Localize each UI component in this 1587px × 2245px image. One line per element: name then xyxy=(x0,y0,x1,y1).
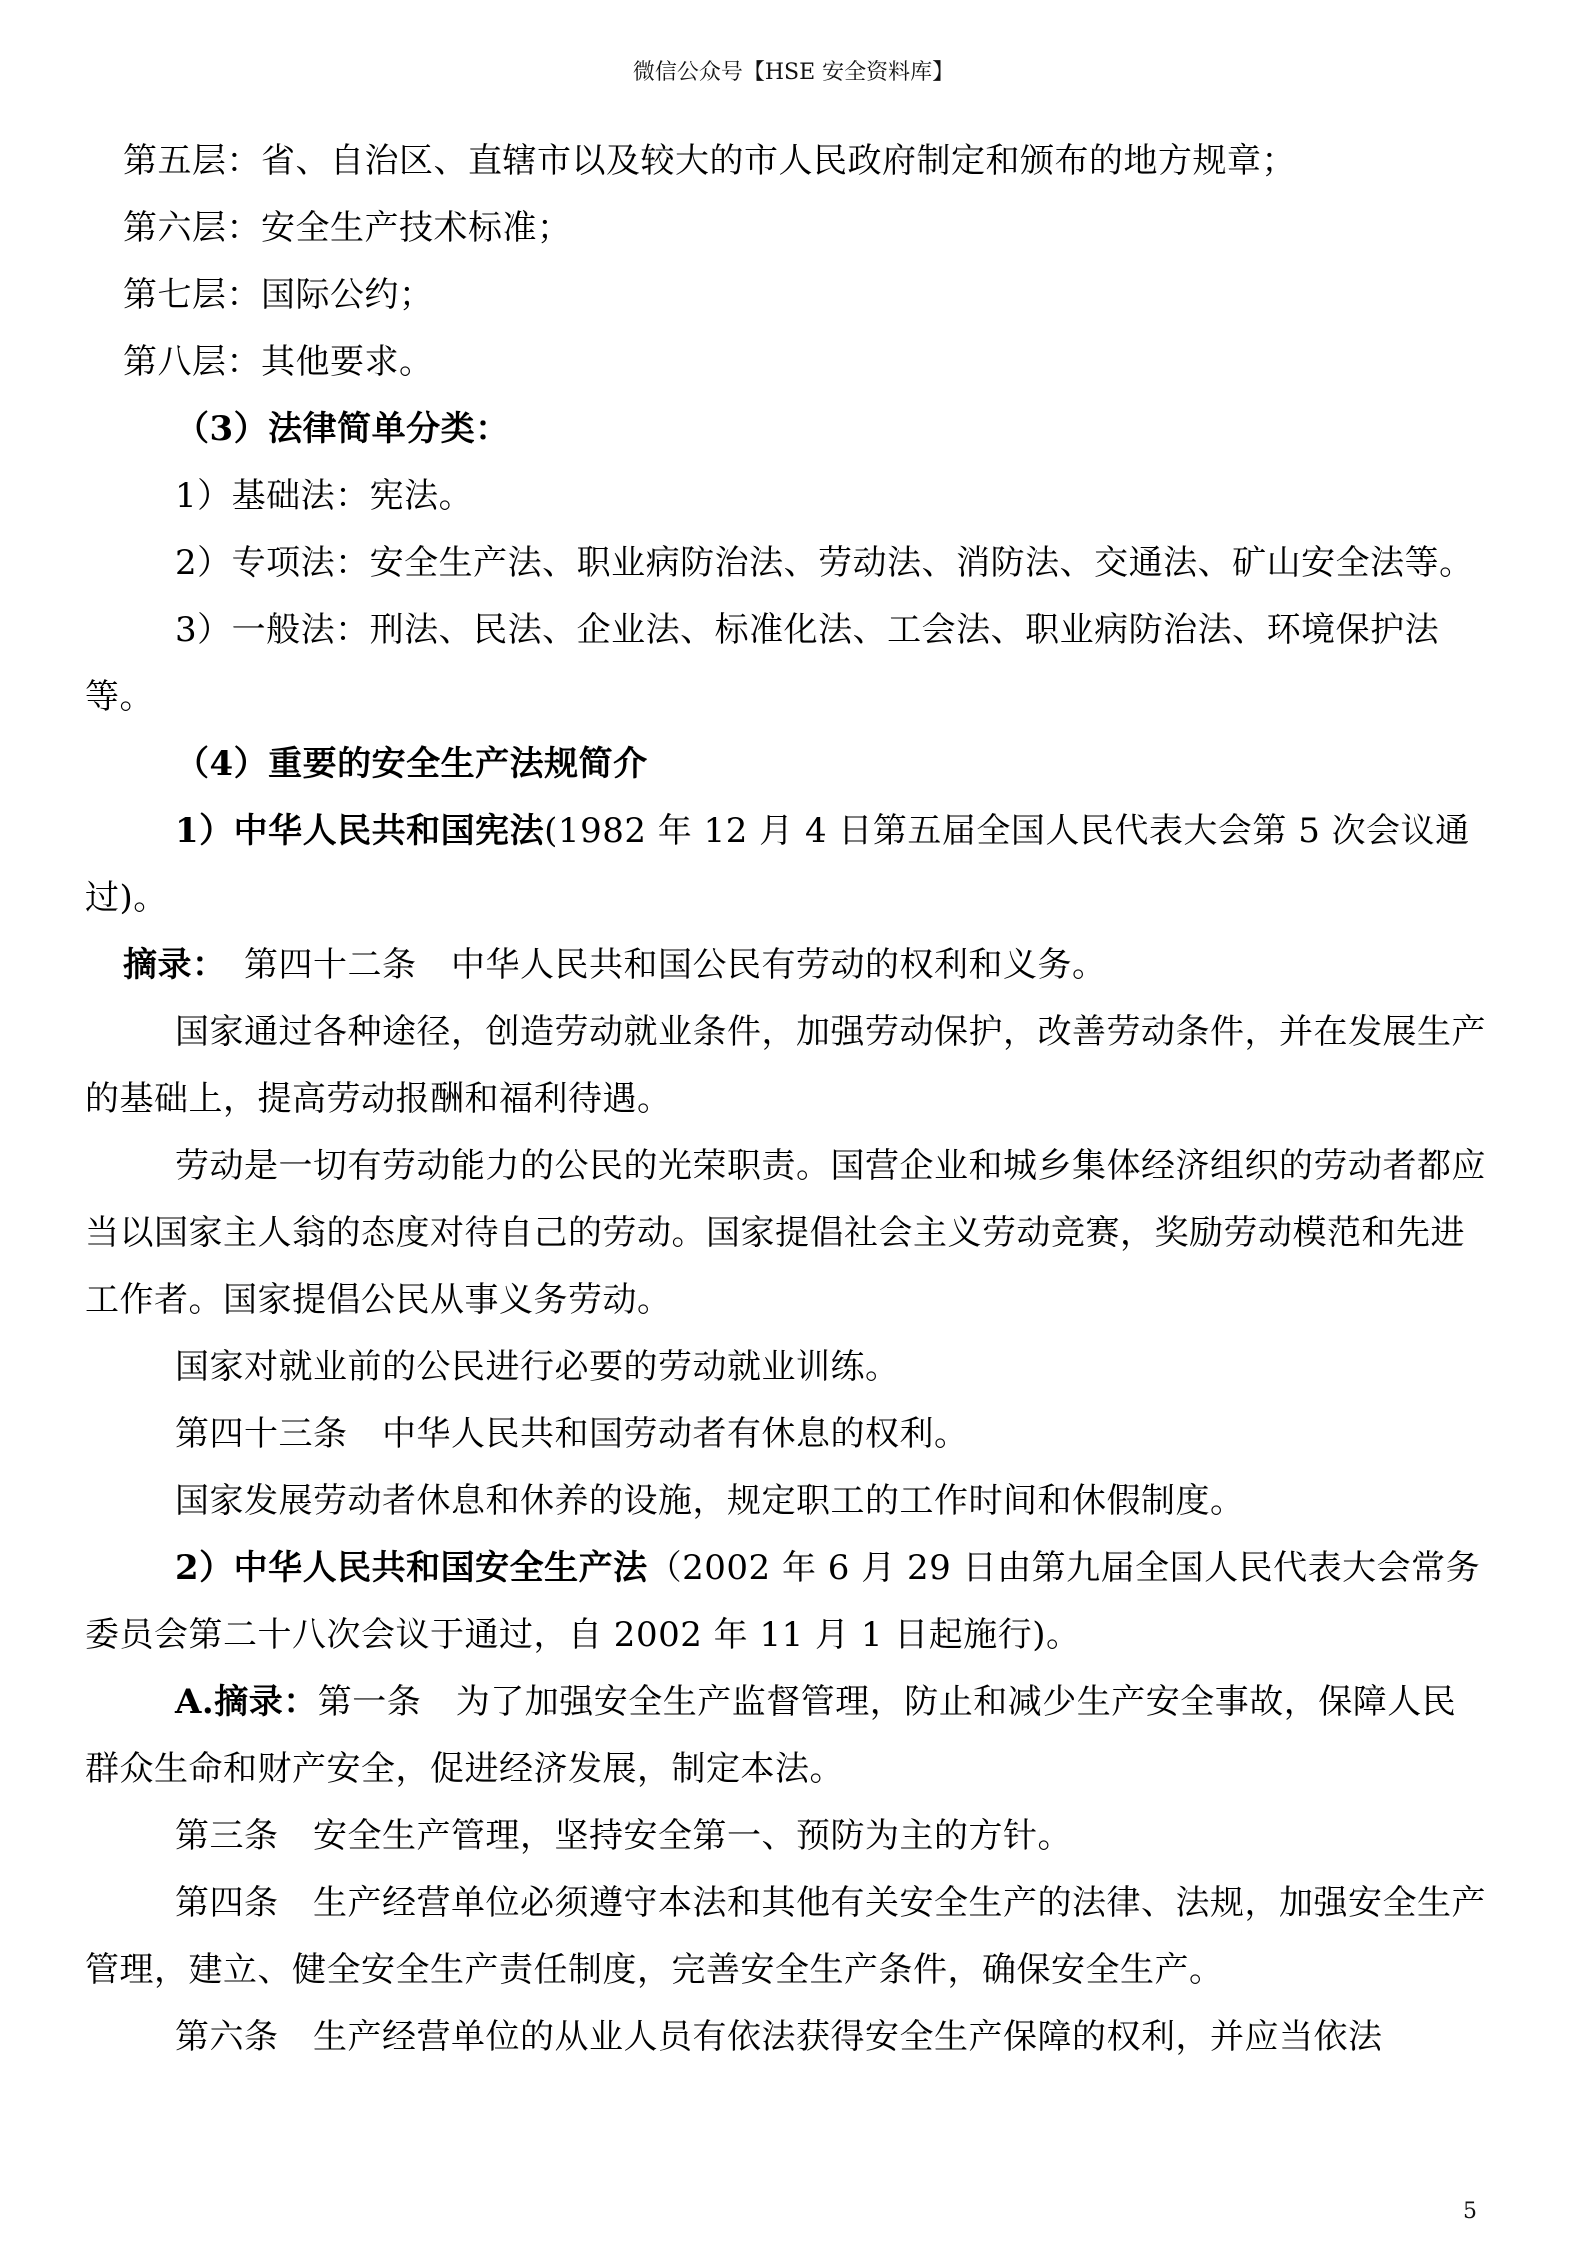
paragraph-labor-training: 国家对就业前的公民进行必要的劳动就业训练。 xyxy=(175,1347,900,1387)
paragraph-constitution: 1）中华人民共和国宪法(1982 年 12 月 4 日第五届全国人民代表大会第 5 次会议通过)。 xyxy=(85,811,1470,918)
paragraph-article-43: 第四十三条 中华人民共和国劳动者有休息的权利。 xyxy=(175,1414,969,1454)
paragraph-layer-5: 第五层：省、自治区、直辖市以及较大的市人民政府制定和颁布的地方规章； xyxy=(123,141,1296,181)
paragraph-article-3: 第三条 安全生产管理，坚持安全第一、预防为主的方针。 xyxy=(175,1816,1072,1856)
page-number: 5 xyxy=(1463,2199,1477,2224)
page-body xyxy=(85,128,1487,2071)
paragraph-excerpt-42: 摘录： 第四十二条 中华人民共和国公民有劳动的权利和义务。 xyxy=(123,945,1107,985)
paragraph-article-1: A.摘录：第一条 为了加强安全生产监督管理，防止和减少生产安全事故，保障人民群众生命和财产安全，促进经济发展，制定本法。 xyxy=(85,1682,1457,1789)
page-header: 微信公众号【HSE 安全资料库】 xyxy=(632,60,955,85)
paragraph-labor-duty: 劳动是一切有劳动能力的公民的光荣职责。国营企业和城乡集体经济组织的劳动者都应当以国家主人翁的态度对待自己的劳动。国家提倡社会主义劳动竞赛，奖励劳动模范和先进工作者。国家提倡公民从事义务劳动。 xyxy=(85,1146,1486,1320)
paragraph-article-4: 第四条 生产经营单位必须遵守本法和其他有关安全生产的法律、法规，加强安全生产管理，建立、健全安全生产责任制度，完善安全生产条件，确保安全生产。 xyxy=(85,1883,1486,1990)
paragraph-general-law: 3）一般法：刑法、民法、企业法、标准化法、工会法、职业病防治法、环境保护法等。 xyxy=(85,610,1440,717)
paragraph-rest-facilities: 国家发展劳动者休息和休养的设施，规定职工的工作时间和休假制度。 xyxy=(175,1481,1245,1521)
paragraph-layer-8: 第八层：其他要求。 xyxy=(123,342,434,382)
section-heading-4: （4）重要的安全生产法规简介 xyxy=(175,744,648,784)
paragraph-layer-6: 第六层：安全生产技术标准； xyxy=(123,208,572,248)
paragraph-article-6: 第六条 生产经营单位的从业人员有依法获得安全生产保障的权利，并应当依法 xyxy=(175,2017,1383,2057)
section-heading-3: （3）法律简单分类： xyxy=(175,409,510,449)
paragraph-special-law: 2）专项法：安全生产法、职业病防治法、劳动法、消防法、交通法、矿山安全法等。 xyxy=(175,543,1474,583)
paragraph-layer-7: 第七层：国际公约； xyxy=(123,275,434,315)
paragraph-labor-conditions: 国家通过各种途径，创造劳动就业条件，加强劳动保护，改善劳动条件，并在发展生产的基础上，提高劳动报酬和福利待遇。 xyxy=(85,1012,1486,1119)
paragraph-safety-production-law: 2）中华人民共和国安全生产法（2002 年 6 月 29 日由第九届全国人民代表大会常务委员会第二十八次会议于通过，自 2002 年 11 月 1 日起施行)。 xyxy=(85,1548,1481,1655)
paragraph-basic-law: 1）基础法：宪法。 xyxy=(175,476,474,516)
